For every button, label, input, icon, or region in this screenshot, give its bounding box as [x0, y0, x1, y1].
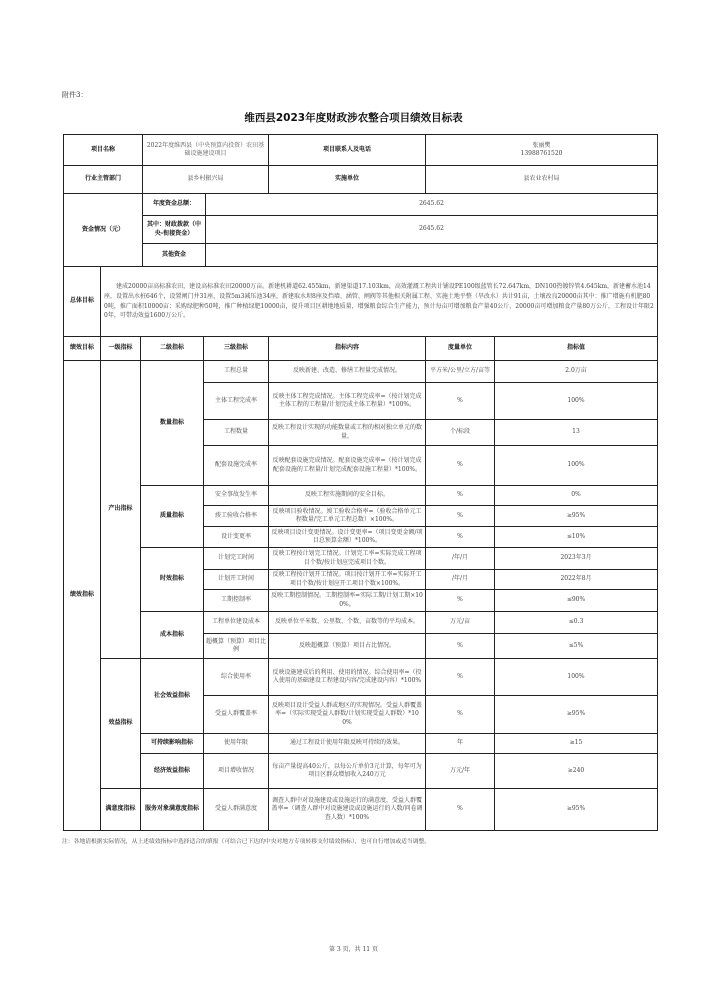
level3-cell: 工程单位建设成本 — [204, 612, 269, 634]
value-cell: 0% — [495, 486, 658, 506]
footnote: 注：各地请根据实际情况，从上述绩效指标中选择适合的填报（可结合已下达的中央对地方专项转移支付绩效指标），也可自行增加或适当调整。 — [62, 839, 431, 845]
funds-table — [63, 193, 658, 267]
content-cell: 反映配套设施完成情况。配套设施完成率=（按计划完成配套设施的工程量/计划完成配套设施工程量）*100%。 — [269, 446, 426, 486]
unit-cell: % — [426, 486, 495, 506]
value-cell: ≤90% — [495, 590, 658, 612]
table-row — [64, 361, 658, 383]
level2-quantity: 数量指标 — [141, 361, 204, 486]
unit-cell: /年/月 — [426, 548, 495, 570]
unit-cell: % — [426, 527, 495, 548]
value-cell: 100% — [495, 659, 658, 696]
level2-cost: 成本指标 — [141, 612, 204, 659]
overall-goal-table — [63, 266, 658, 337]
unit-cell: % — [426, 634, 495, 659]
content-cell: 反映主体工程完成情况。主体工程完成率=（按计划完成主体工程的工程量/计划完成主体工程量）*100%。 — [269, 383, 426, 420]
impl-value: 县农业农村局 — [426, 166, 658, 194]
contact-value — [426, 135, 658, 166]
dept-label: 行业主管部门 — [64, 166, 143, 194]
table-row — [64, 486, 658, 506]
level3-cell: 计划完工时间 — [204, 548, 269, 570]
funds-fiscal-label: 其中：财政拨款（中央-衔接资金） — [143, 216, 206, 244]
level3-cell: 安全事故发生率 — [204, 486, 269, 506]
page-title: 维西县2023年度财政涉农整合项目绩效目标表 — [244, 112, 463, 124]
content-cell: 反映项目设计变更情况。设计变更率=（项目变更金额/项目总预算金额）*100%。 — [269, 527, 426, 548]
level2-economic: 经济效益指标 — [141, 754, 204, 789]
level3-cell: 竣工验收合格率 — [204, 506, 269, 527]
table-row — [64, 659, 658, 696]
indicators-table — [63, 336, 658, 831]
unit-cell: 平方米/公里/立方/亩等 — [426, 361, 495, 383]
level3-cell: 项目增收情况 — [204, 754, 269, 789]
content-cell: 反映工程实施期间的安全目标。 — [269, 486, 426, 506]
level3-cell: 超概算（预算）项目比例 — [204, 634, 269, 659]
value-cell: ≥95% — [495, 506, 658, 527]
value-cell: 2.0万亩 — [495, 361, 658, 383]
table-row — [64, 734, 658, 754]
col-header-perf-goal: 绩效目标 — [64, 337, 101, 361]
level2-social: 社会效益指标 — [141, 659, 204, 734]
level3-cell: 工程总量 — [204, 361, 269, 383]
unit-cell: % — [426, 383, 495, 420]
overall-goal-text: 建成20000亩高标准农田，建设高标准农田20000万亩。新建机耕道62.455km，新建渠道17.103km，高效灌溉工程共计铺设PE100级蓝管长72.647km，DN100热镀锌管4.645km，新建蓄水池14座，设置出水桩646个，设置闸门井31座，设置5m3减压池34座，新建取水坝8座及挡墙、涵管、闸阀等其他相关附属工程、实施土地平整（旱改水）共计91亩，土壤改良20000亩其中：推广增施有机肥800吨，推广面积10000亩；采购绿肥种50吨，推广种植绿肥10000亩，提升项目区耕地地质量，增强粮食综合生产能力，预计每亩可增加粮食产量40公斤，20000亩可增加粮食产量80万公斤，工程设计年限20年，可带动效益1600万公斤。 — [101, 267, 658, 337]
funds-total-label: 年度资金总额： — [143, 194, 206, 216]
value-cell: 100% — [495, 446, 658, 486]
unit-cell: 年 — [426, 734, 495, 754]
indicators-header-row — [64, 337, 658, 361]
perf-indicator-label: 绩效指标 — [64, 361, 101, 831]
content-cell: 反映工程按计划开工情况。项目按计划开工率=实际开工项目个数/按计划应开工项目个数×100%。 — [269, 570, 426, 590]
content-cell: 反映超概算（预算）项目占比情况。 — [269, 634, 426, 659]
level3-cell: 计划开工时间 — [204, 570, 269, 590]
unit-cell: 万元/亩 — [426, 612, 495, 634]
funds-fiscal-value: 2645.62 — [206, 216, 658, 244]
project-name-label: 项目名称 — [64, 135, 143, 166]
table-row — [64, 789, 658, 831]
table-row — [64, 548, 658, 570]
value-cell: ≥95% — [495, 789, 658, 831]
col-header-content: 指标内容 — [269, 337, 426, 361]
content-cell: 反映工程按计划完工情况。计划完工率=实际完成工程项目个数/按计划应完成项目个数。 — [269, 548, 426, 570]
level3-cell: 受益人群满意度 — [204, 789, 269, 831]
level3-cell: 综合使用率 — [204, 659, 269, 696]
contact-label: 项目联系人及电话 — [269, 135, 426, 166]
value-cell: 13 — [495, 420, 658, 446]
col-header-level1: 一级指标 — [101, 337, 141, 361]
value-cell: ≤10% — [495, 527, 658, 548]
project-name-value: 2022年度维西县（中央预算内投资）农田基础设施建设项目 — [143, 135, 269, 166]
unit-cell: % — [426, 446, 495, 486]
level3-cell: 工期控制率 — [204, 590, 269, 612]
unit-cell: % — [426, 789, 495, 831]
level2-sustainability: 可持续影响指标 — [141, 734, 204, 754]
value-cell: 2022年8月 — [495, 570, 658, 590]
page-number: 第 3 页，共 11 页 — [328, 946, 379, 953]
unit-cell: % — [426, 659, 495, 696]
funds-other-value — [206, 244, 658, 267]
level3-cell: 受益人群覆盖率 — [204, 696, 269, 734]
funds-other-label: 其他资金 — [143, 244, 206, 267]
funds-total-value: 2645.62 — [206, 194, 658, 216]
funds-label: 资金情况（元） — [64, 194, 143, 267]
unit-cell: % — [426, 696, 495, 734]
value-cell: ≤5% — [495, 634, 658, 659]
level1-satisfaction: 满意度指标 — [101, 789, 141, 831]
content-cell: 反映项目验收情况。竣工验收合格率=（验收合格单元工程数量/完工单元工程总数）×100%。 — [269, 506, 426, 527]
value-cell: ≥240 — [495, 754, 658, 789]
unit-cell: 万元/年 — [426, 754, 495, 789]
unit-cell: % — [426, 590, 495, 612]
value-cell: ≤0.3 — [495, 612, 658, 634]
table-row — [64, 754, 658, 789]
value-cell: ≥95% — [495, 696, 658, 734]
level1-output: 产出指标 — [101, 361, 141, 659]
unit-cell: 个/标段 — [426, 420, 495, 446]
content-cell: 反映工期控制情况。工期控制率=实际工期/计划工期×100%。 — [269, 590, 426, 612]
content-cell: 反映新建、改造、修缮工程量完成情况。 — [269, 361, 426, 383]
level3-cell: 设计变更率 — [204, 527, 269, 548]
level3-cell: 使用年限 — [204, 734, 269, 754]
value-cell: ≥15 — [495, 734, 658, 754]
project-info-table — [63, 134, 658, 194]
content-cell: 调查人群中对设施建设或设施运行的满意度，受益人群覆盖率=（调查人群中对设施建设或设施运行的人数/问卷调查人数）*100% — [269, 789, 426, 831]
value-cell: 100% — [495, 383, 658, 420]
content-cell: 通过工程设计使用年限反映可持续的效果。 — [269, 734, 426, 754]
value-cell: 2023年3月 — [495, 548, 658, 570]
level3-cell: 工程数量 — [204, 420, 269, 446]
attachment-label: 附件3： — [62, 91, 88, 99]
col-header-value: 指标值 — [495, 337, 658, 361]
col-header-unit: 度量单位 — [426, 337, 495, 361]
content-cell: 反映设施建成后的利用、使用的情况。综合使用率=（投入使用的基础建设工程建设内容/完成建设内容）*100% — [269, 659, 426, 696]
content-cell: 反映项目设计受益人群或地区的实现情况。受益人群覆盖率=（实际实现受益人群数/计划实现受益人群数）*100% — [269, 696, 426, 734]
unit-cell: % — [426, 506, 495, 527]
content-cell: 反映单位平米数、公里数、个数、亩数等的平均成本。 — [269, 612, 426, 634]
impl-label: 实施单位 — [269, 166, 426, 194]
level2-timeliness: 时效指标 — [141, 548, 204, 612]
contact-phone: 13988761520 — [520, 150, 563, 157]
level3-cell: 主体工程完成率 — [204, 383, 269, 420]
content-cell: 反映工程设计实现的功能数量或工程的相对独立单元的数量。 — [269, 420, 426, 446]
table-row — [64, 612, 658, 634]
overall-goal-label: 总体目标 — [64, 267, 101, 337]
contact-name: 张丽樊 — [532, 141, 551, 149]
level3-cell: 配套设施完成率 — [204, 446, 269, 486]
col-header-level2: 二级指标 — [141, 337, 204, 361]
level1-benefit: 效益指标 — [101, 659, 141, 789]
content-cell: 每亩产量提高40公斤，以每公斤单价3元计算，每年可为项目区群众增加收入240万元 — [269, 754, 426, 789]
level2-quality: 质量指标 — [141, 486, 204, 548]
level2-service-satisfaction: 服务对象满意度指标 — [141, 789, 204, 831]
col-header-level3: 三级指标 — [204, 337, 269, 361]
unit-cell: /年/月 — [426, 570, 495, 590]
dept-value: 县乡村振兴局 — [143, 166, 269, 194]
